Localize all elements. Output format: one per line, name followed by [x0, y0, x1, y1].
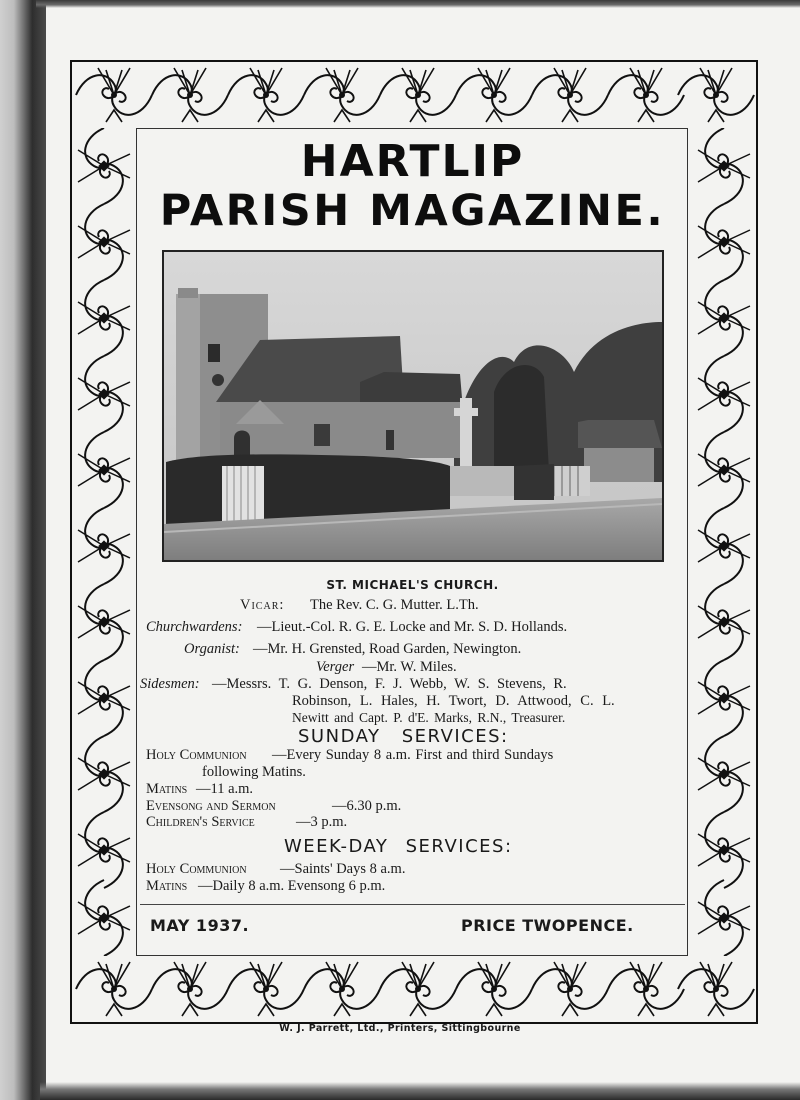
childrens-service-value: —3 p.m.: [296, 814, 348, 830]
verger-value: —Mr. W. Miles.: [362, 659, 457, 675]
vicar-value: The Rev. C. G. Mutter. L.Th.: [310, 597, 479, 613]
top-floral-border: [72, 62, 756, 128]
price: PRICE TWOPENCE.: [461, 916, 634, 935]
masthead-line-1: HARTLIP: [300, 136, 525, 187]
sunday-matins-label: Matins: [146, 781, 188, 797]
weekday-services-heading: WEEK-DAY SERVICES:: [284, 836, 513, 857]
book-spine-shadow: [0, 0, 46, 1100]
organist-label: Organist:: [184, 641, 240, 657]
masthead-line-2: PARISH MAGAZINE.: [159, 186, 666, 236]
churchwardens-label: Churchwardens:: [146, 619, 243, 635]
evensong-value: —6.30 p.m.: [332, 798, 402, 814]
sunday-holy-communion-label: Holy Communion: [146, 747, 247, 763]
footer-divider: [140, 904, 685, 905]
sidesmen-line-2: Robinson, L. Hales, H. Twort, D. Attwood, C. L.: [292, 693, 615, 709]
page-bottom-edge: [40, 1082, 800, 1100]
sunday-services-heading: SUNDAY SERVICES:: [298, 726, 509, 747]
printer-imprint: W. J. Parrett, Ltd., Printers, Sittingbourne: [279, 1023, 521, 1034]
sunday-holy-communion-line-1: —Every Sunday 8 a.m. First and third Sundays: [272, 747, 554, 763]
sidesmen-label: Sidesmen:: [140, 676, 200, 692]
sunday-matins-value: —11 a.m.: [196, 781, 254, 797]
vicar-label: Vicar:: [240, 597, 285, 613]
bottom-floral-border: [72, 956, 756, 1022]
weekday-matins-label: Matins: [146, 878, 188, 894]
church-photograph: [162, 250, 664, 562]
evensong-label: Evensong and Sermon: [146, 798, 276, 814]
left-floral-border: [72, 128, 136, 956]
sunday-holy-communion-line-2: following Matins.: [202, 764, 306, 780]
weekday-holy-communion-label: Holy Communion: [146, 861, 247, 877]
right-floral-border: [692, 128, 756, 956]
childrens-service-label: Children's Service: [146, 814, 255, 830]
sidesmen-line-1: —Messrs. T. G. Denson, F. J. Webb, W. S. Stevens, R.: [212, 676, 567, 692]
sidesmen-line-3: Newitt and Capt. P. d'E. Marks, R.N., Treasurer.: [292, 710, 566, 725]
weekday-matins-value: —Daily 8 a.m. Evensong 6 p.m.: [198, 878, 386, 894]
photo-caption: ST. MICHAEL'S CHURCH.: [326, 578, 499, 592]
churchwardens-value: —Lieut.-Col. R. G. E. Locke and Mr. S. D. Hollands.: [257, 619, 568, 635]
organist-value: —Mr. H. Grensted, Road Garden, Newington.: [253, 641, 522, 657]
page-top-edge: [36, 0, 800, 8]
verger-label: Verger: [316, 659, 355, 675]
weekday-holy-communion-value: —Saints' Days 8 a.m.: [280, 861, 406, 877]
issue-date: MAY 1937.: [150, 916, 250, 935]
